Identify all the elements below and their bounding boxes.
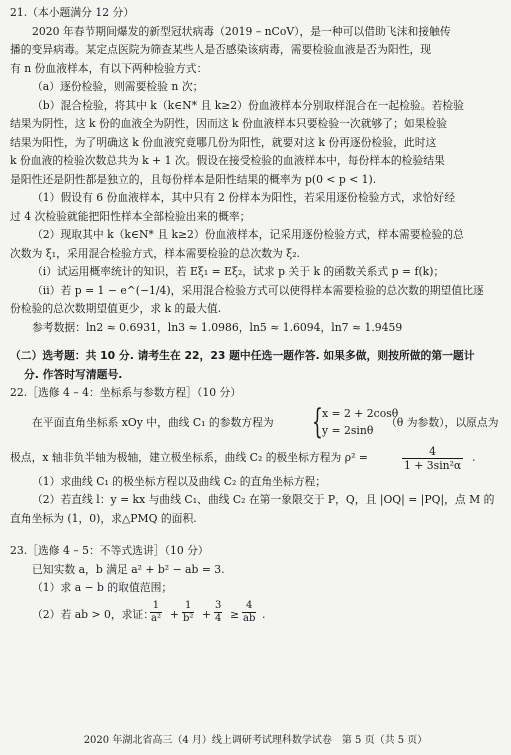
q23-part2-left: （2）若 ab > 0，求证： [32,607,155,621]
q23-geq: ≥ [230,607,240,621]
q22-part1: （1）求曲线 C₁ 的极坐标方程以及曲线 C₂ 的直角坐标方程； [32,474,327,488]
q21-method-b-line: （b）混合检验，将其中 k（k∈N* 且 k≥2）份血液样本分别取样混合在一起检验。若检验 [32,98,464,112]
q23-part1: （1）求 a − b 的取值范围； [32,581,173,594]
q23-fraction-3 [214,600,222,625]
q23-fraction-2-den: b² [183,612,194,624]
q21-part2ii-line: 份检验的总次数期望值更少，求 k 的最大值. [10,302,222,315]
section2-heading-line: （二）选考题：共 10 分. 请考生在 22，23 题中任选一题作答. 如果多做，则按所做的第一题计 [10,349,475,362]
q23-fraction-1-den: a² [151,612,161,624]
q23-fraction-4-num: 4 [242,600,256,613]
q21-intro-line: 有 n 份血液样本，有以下两种检验方式： [10,61,208,75]
q21-part2ii-line: （ii）若 p = 1 − e^(−1/4)，采用混合检验方式可以使得样本需要检验的总次数的期望值比逐 [32,283,484,297]
q21-part1-line: （1）假设有 6 份血液样本，其中只有 2 份样本为阳性，若采用逐份检验方式，求恰好经 [32,191,456,204]
section2-heading-line: 分. 作答时写清题号. [24,367,123,381]
q22-polar-fraction [402,445,463,472]
q22-polar-numerator: 4 [402,445,463,459]
q21-part2-line: 次数为 ξ₁，采用混合检验方式，样本需要检验的总次数为 ξ₂. [10,246,300,260]
exam-page [10,4,505,632]
q21-intro-line: 播的变异病毒。某定点医院为筛查某些人是否感染该病毒，需要检验血液是否为阳性，现 [10,43,432,56]
q23-fraction-1 [150,600,162,625]
q21-part1-line: 过 4 次检验就能把阳性样本全部检验出来的概率； [10,209,251,223]
q21-header: 21.（本小题满分 12 分） [10,6,135,19]
q22-parametric-row [10,403,505,443]
page-footer: 2020 年湖北省高三（4 月）线上调研考试理科数学试卷 第 5 页（共 5 页） [83,735,428,746]
q21-method-b-line: 结果为阳性，为了明确这 k 份血液究竟哪几份为阳性，就要对这 k 份再逐份检验，此时这 [10,135,437,149]
q22-header: 22.［选修 4 – 4：坐标系与参数方程］（10 分） [10,386,242,399]
q22-stem-right: （θ 为参数），以原点为 [386,415,499,429]
q22-polar-row [10,443,505,473]
q23-header: 23.［选修 4 – 5：不等式选讲］（10 分） [10,544,209,557]
q22-polar-left: 极点，x 轴非负半轴为极轴，建立极坐标系，曲线 C₂ 的极坐标方程为 ρ² = [10,450,368,464]
q21-intro-line: 2020 年春节期间爆发的新型冠状病毒（2019 – nCoV），是一种可以借助飞沫和接触传 [32,24,451,38]
q21-part2-line: （2）现取其中 k（k∈N* 且 k≥2）份血液样本，记采用逐份检验方式，样本需要检验的总 [32,228,464,241]
q23-end: . [262,607,266,621]
q23-fraction-2-num: 1 [182,600,194,613]
q23-part2-row [10,598,505,632]
q21-method-a: （a）逐份检验，则需要检验 n 次； [32,80,204,93]
q23-fraction-2 [182,600,194,625]
q22-polar-denominator: 1 + 3sin²α [404,458,462,472]
q23-fraction-3-num: 3 [215,599,222,611]
q23-fraction-4-den: ab [243,612,256,624]
q23-plus-1: + [170,607,180,621]
brace-icon: { [312,401,323,442]
q21-method-b-line: 结果为阴性，这 k 份的血液全为阴性，因而这 k 份血液样本只要检验一次就够了；如果检验 [10,117,448,130]
q23-fraction-1-num: 1 [150,600,162,613]
q23-plus-2: + [202,607,212,621]
q21-part2i: （i）试运用概率统计的知识，若 Eξ₁ = Eξ₂，试求 p 关于 k 的函数关系式 p = f(k)； [32,265,445,278]
q23-given: 已知实数 a，b 满足 a² + b² − ab = 3. [32,562,225,576]
q23-fraction-3-den: 4 [215,612,222,624]
q23-fraction-4 [242,600,256,625]
q22-part2-line: 直角坐标为 (1，0)，求△PMQ 的面积. [10,511,197,525]
q22-stem-left: 在平面直角坐标系 xOy 中，曲线 C₁ 的参数方程为 [32,415,274,429]
q22-polar-end: . [472,450,476,464]
q22-eq-y: y = 2sinθ [322,423,374,437]
q22-eq-x: x = 2 + 2cosθ [322,406,399,420]
q22-part2-line: （2）若直线 l：y = kx 与曲线 C₁、曲线 C₂ 在第一象限交于 P，Q，且 |OQ| = |PQ|，点 M 的 [32,493,495,506]
q21-method-b-line: 是阳性还是阴性都是独立的，且每份样本是阳性结果的概率为 p(0 < p < 1). [10,172,377,186]
q21-reference-data: 参考数据：ln2 ≈ 0.6931，ln3 ≈ 1.0986，ln5 ≈ 1.6094，ln7 ≈ 1.9459 [32,320,403,334]
q21-method-b-line: k 份血液的检验次数总共为 k + 1 次。假设在接受检验的血液样本中，每份样本的检验结果 [10,154,445,167]
